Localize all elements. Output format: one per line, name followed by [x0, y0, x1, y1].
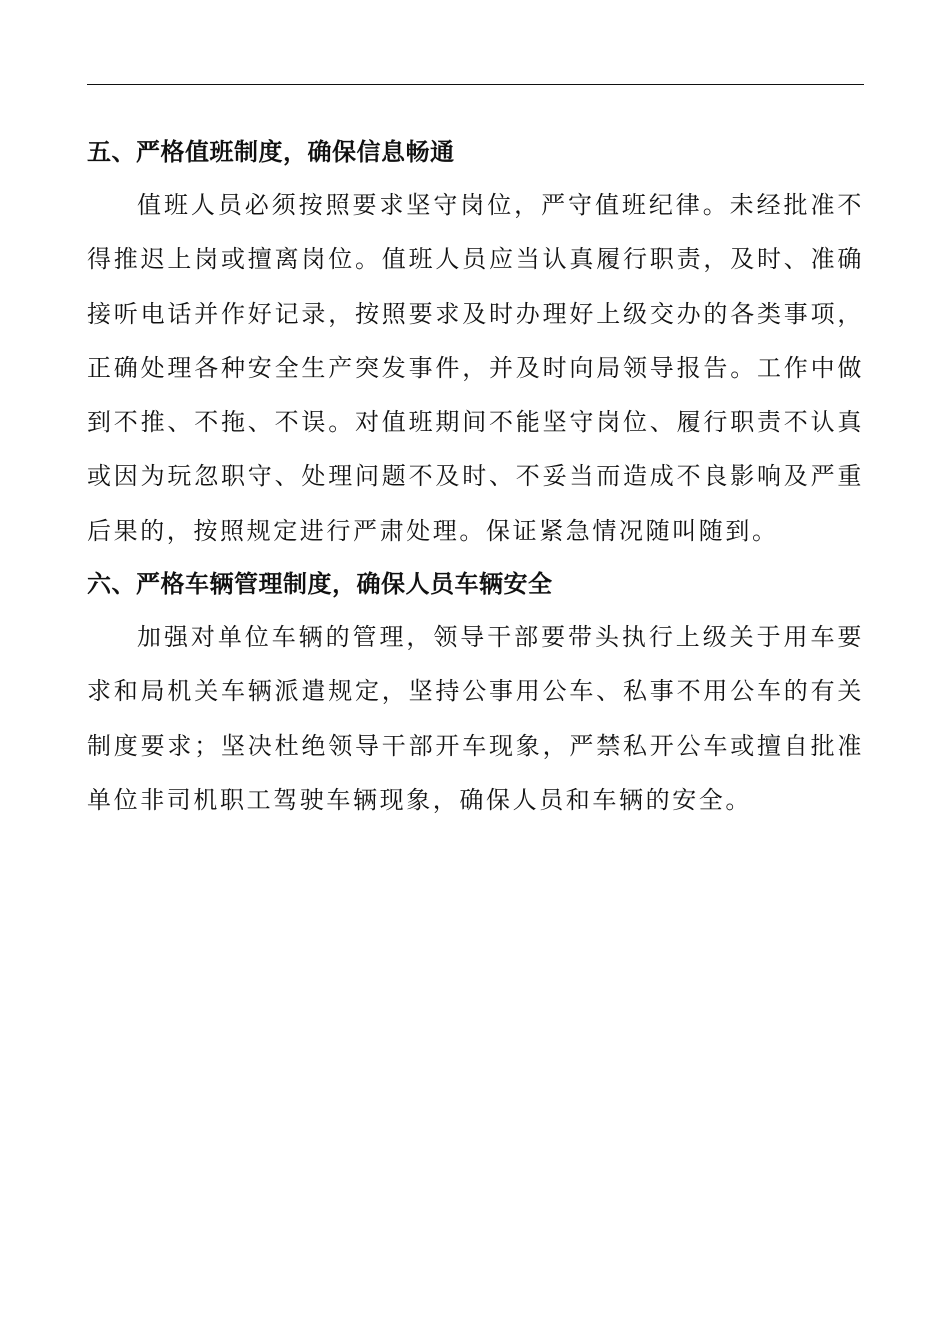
section-duty-system [87, 126, 864, 558]
section-heading: 五、严格值班制度，确保信息畅通 [87, 138, 455, 166]
section-heading: 六、严格车辆管理制度，确保人员车辆安全 [87, 570, 553, 599]
header-rule [87, 84, 864, 85]
section-paragraph: 加强对单位车辆的管理，领导干部要带头执行上级关于用车要求和局机关车辆派遣规定，坚持公事用公车、私事不用公车的有关制度要求；坚决杜绝领导干部开车现象，严禁私开公车或擅自批准单位非司机职工驾驶车辆现象，确保人员和车辆的安全。 [87, 623, 864, 814]
document-body [87, 126, 864, 827]
section-paragraph: 值班人员必须按照要求坚守岗位，严守值班纪律。未经批准不得推迟上岗或擅离岗位。值班人员应当认真履行职责，及时、准确接听电话并作好记录，按照要求及时办理好上级交办的各类事项，正确处理各种安全生产突发事件，并及时向局领导报告。工作中做到不推、不拖、不误。对值班期间不能坚守岗位、履行职责不认真或因为玩忽职守、处理问题不及时、不妥当而造成不良影响及严重后果的，按照规定进行严肃处理。保证紧急情况随叫随到。 [87, 191, 864, 545]
section-vehicle-management [87, 558, 864, 827]
